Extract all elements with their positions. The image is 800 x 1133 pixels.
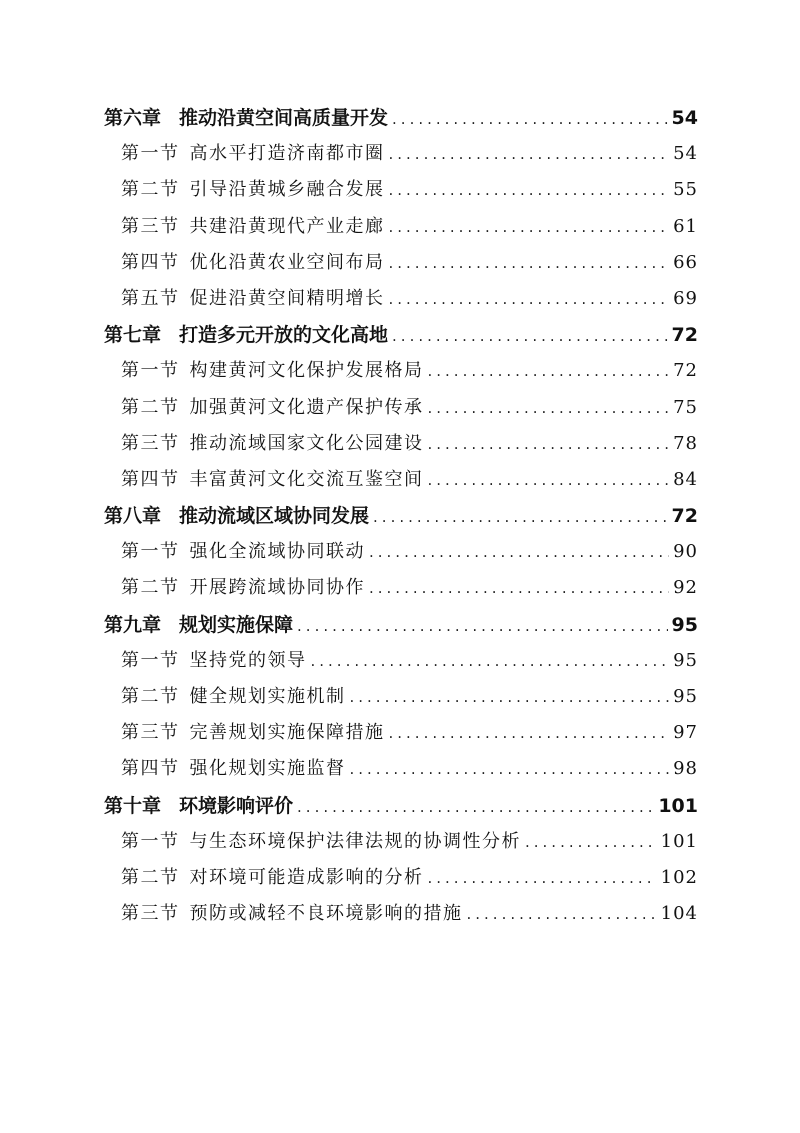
section-title: 完善规划实施保障措施 <box>189 722 385 744</box>
toc-entry-label <box>121 570 365 606</box>
section-number: 第三节 <box>121 903 180 925</box>
page-number: 55 <box>673 179 698 201</box>
page-number: 90 <box>673 541 698 563</box>
section-title: 促进沿黄空间精明增长 <box>189 287 385 309</box>
dot-leader <box>428 860 657 896</box>
dot-leader <box>369 534 669 570</box>
section-title: 健全规划实施机制 <box>189 686 346 707</box>
dot-leader <box>311 643 670 679</box>
section-title: 对环境可能造成影响的分析 <box>189 866 424 888</box>
page-number: 104 <box>660 903 698 925</box>
section-number: 第一节 <box>121 830 180 852</box>
section-title: 推动流域国家文化公园建设 <box>189 432 424 454</box>
chapter-number: 第七章 <box>104 324 162 347</box>
toc-entry-label <box>104 607 293 643</box>
page-number: 61 <box>673 215 698 237</box>
section-number: 第四节 <box>121 251 180 273</box>
page-number: 66 <box>673 251 698 273</box>
chapter-title: 打造多元开放的文化高地 <box>179 324 389 347</box>
dot-leader <box>389 136 670 172</box>
section-title: 高水平打造济南都市圈 <box>189 143 385 165</box>
toc-section-entry[interactable] <box>104 209 698 245</box>
toc-section-entry[interactable] <box>104 426 698 462</box>
dot-leader <box>467 896 657 932</box>
chapter-title: 推动流域区域协同发展 <box>179 505 370 528</box>
page-number: 72 <box>671 324 698 347</box>
toc-entry-label <box>121 245 385 281</box>
chapter-number: 第六章 <box>104 107 162 129</box>
dot-leader <box>428 426 670 462</box>
toc-chapter-entry[interactable] <box>104 788 698 824</box>
toc-entry-label <box>121 534 365 570</box>
section-number: 第三节 <box>121 722 180 744</box>
chapter-title: 环境影响评价 <box>179 794 294 817</box>
section-title: 丰富黄河文化交流互鉴空间 <box>189 468 424 490</box>
toc-entry-label <box>104 100 388 136</box>
toc-section-entry[interactable] <box>104 462 698 498</box>
page-number: 54 <box>671 107 698 129</box>
page-number: 75 <box>673 396 698 418</box>
dot-leader <box>525 824 657 860</box>
toc-section-entry[interactable] <box>104 715 698 751</box>
section-title: 构建黄河文化保护发展格局 <box>189 360 424 382</box>
section-title: 引导沿黄城乡融合发展 <box>189 179 385 201</box>
toc-entry-label <box>121 896 463 932</box>
section-title: 共建沿黄现代产业走廊 <box>189 215 385 237</box>
toc-section-entry[interactable] <box>104 896 698 932</box>
section-number: 第二节 <box>121 577 180 599</box>
toc-section-entry[interactable] <box>104 281 698 317</box>
page-number: 95 <box>671 613 698 636</box>
page-number: 69 <box>673 287 698 309</box>
dot-leader <box>350 751 670 787</box>
page-number: 97 <box>673 722 698 744</box>
toc-section-entry[interactable] <box>104 353 698 389</box>
toc-entry-label <box>121 715 385 751</box>
toc-section-entry[interactable] <box>104 679 698 715</box>
section-title: 强化全流域协同联动 <box>189 541 365 563</box>
toc-section-entry[interactable] <box>104 534 698 570</box>
section-number: 第四节 <box>121 758 180 780</box>
toc-entry-label <box>121 281 385 317</box>
section-number: 第一节 <box>121 649 180 671</box>
toc-chapter-entry[interactable] <box>104 317 698 353</box>
toc-chapter-entry[interactable] <box>104 498 698 534</box>
page-number: 84 <box>673 468 698 490</box>
toc-entry-label <box>121 462 424 498</box>
toc-entry-label <box>121 426 424 462</box>
section-title: 与生态环境保护法律法规的协调性分析 <box>189 830 521 852</box>
dot-leader <box>297 789 654 824</box>
toc-entry-label <box>121 860 424 896</box>
page-number: 72 <box>671 505 698 528</box>
page-number: 98 <box>673 758 698 780</box>
page-number: 95 <box>673 649 698 671</box>
toc-section-entry[interactable] <box>104 570 698 606</box>
section-number: 第二节 <box>121 866 180 888</box>
toc-entry-label <box>121 679 346 715</box>
toc-section-entry[interactable] <box>104 245 698 281</box>
page-number: 54 <box>673 143 698 165</box>
toc-section-entry[interactable] <box>104 643 698 679</box>
toc-entry-label <box>121 353 424 389</box>
table-of-contents <box>104 100 698 932</box>
toc-chapter-entry[interactable] <box>104 607 698 643</box>
toc-entry-label <box>121 643 307 679</box>
dot-leader <box>392 101 668 136</box>
section-title: 强化规划实施监督 <box>189 758 346 780</box>
chapter-number: 第九章 <box>104 613 162 636</box>
toc-entry-label <box>121 209 385 245</box>
dot-leader <box>389 172 670 208</box>
page-number: 78 <box>673 432 698 454</box>
dot-leader <box>428 462 670 498</box>
page-number: 102 <box>660 866 698 888</box>
section-title: 预防或减轻不良环境影响的措施 <box>189 903 463 925</box>
section-title: 开展跨流域协同协作 <box>189 577 365 599</box>
dot-leader <box>389 209 670 245</box>
toc-section-entry[interactable] <box>104 824 698 860</box>
dot-leader <box>373 499 668 534</box>
toc-entry-label <box>121 172 385 208</box>
section-number: 第二节 <box>121 179 180 201</box>
dot-leader <box>392 318 668 353</box>
dot-leader <box>428 353 670 389</box>
section-number: 第三节 <box>121 432 180 454</box>
toc-entry-label <box>104 498 369 534</box>
toc-entry-label <box>104 788 293 824</box>
section-number: 第一节 <box>121 541 180 563</box>
dot-leader <box>389 281 670 317</box>
chapter-number: 第八章 <box>104 505 162 528</box>
dot-leader <box>350 679 670 715</box>
page-number: 72 <box>673 360 698 382</box>
section-number: 第一节 <box>121 143 180 165</box>
dot-leader <box>428 390 670 426</box>
toc-section-entry[interactable] <box>104 390 698 426</box>
toc-entry-label <box>104 317 388 353</box>
section-number: 第二节 <box>121 396 180 418</box>
section-title: 坚持党的领导 <box>189 649 307 671</box>
dot-leader <box>369 570 669 606</box>
toc-chapter-entry[interactable] <box>104 100 698 136</box>
section-number: 第一节 <box>121 360 180 382</box>
toc-section-entry[interactable] <box>104 751 698 787</box>
section-title: 优化沿黄农业空间布局 <box>189 251 385 273</box>
section-title: 加强黄河文化遗产保护传承 <box>189 396 424 418</box>
section-number: 第二节 <box>121 686 180 707</box>
dot-leader <box>389 245 670 281</box>
page-number: 101 <box>660 830 698 852</box>
toc-section-entry[interactable] <box>104 136 698 172</box>
chapter-title: 推动沿黄空间高质量开发 <box>179 107 389 129</box>
dot-leader <box>297 608 668 643</box>
page-number: 95 <box>673 686 698 707</box>
dot-leader <box>389 715 670 751</box>
chapter-number: 第十章 <box>104 794 162 817</box>
section-number: 第五节 <box>121 287 180 309</box>
toc-section-entry[interactable] <box>104 172 698 208</box>
chapter-title: 规划实施保障 <box>179 613 294 636</box>
section-number: 第四节 <box>121 468 180 490</box>
toc-entry-label <box>121 824 521 860</box>
section-number: 第三节 <box>121 215 180 237</box>
page-number: 101 <box>658 794 698 817</box>
toc-entry-label <box>121 136 385 172</box>
toc-entry-label <box>121 390 424 426</box>
toc-entry-label <box>121 751 346 787</box>
toc-section-entry[interactable] <box>104 860 698 896</box>
page-number: 92 <box>673 577 698 599</box>
